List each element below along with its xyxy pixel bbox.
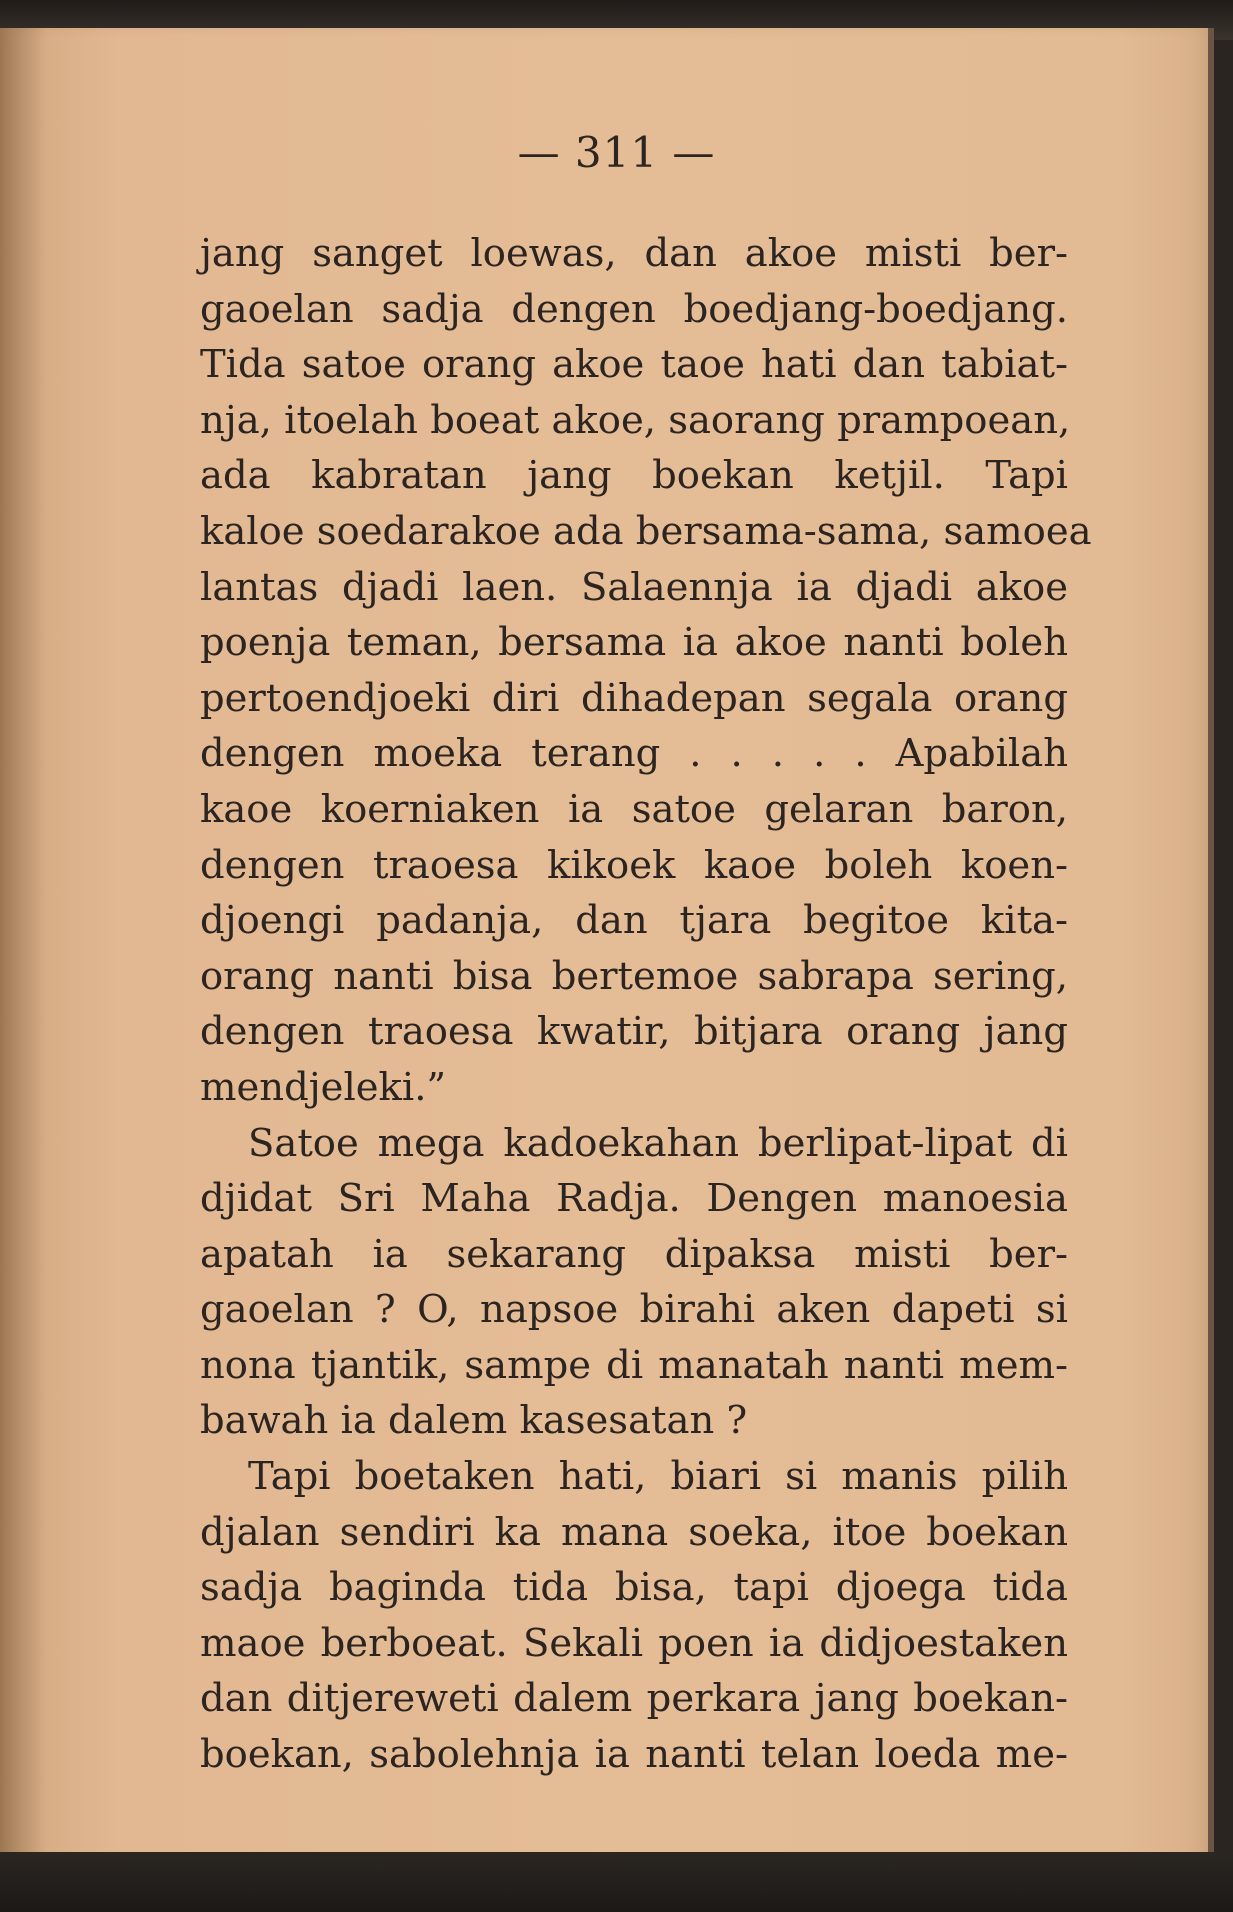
text-line: dan ditjereweti dalem perkara jang boekan-: [200, 1676, 1068, 1722]
text-line: jang sanget loewas, dan akoe misti ber-: [200, 231, 1068, 276]
text-line: Satoe mega kadoekahan berlipat-lipat di: [248, 1120, 1068, 1166]
text-line: apatah ia sekarang dipaksa misti ber-: [200, 1231, 1068, 1277]
text-line: djalan sendiri ka mana soeka, itoe boekan: [200, 1509, 1068, 1555]
scan-background-bottom: [0, 1852, 1233, 1912]
paragraph-3: [200, 1449, 1068, 1783]
text-line: kaloe soedarakoe ada bersama-sama, samoea: [200, 508, 1092, 554]
text-line: maoe berboeat. Sekali poen ia didjoestaken: [200, 1620, 1068, 1666]
text-line: mendjeleki.”: [200, 1064, 447, 1110]
page-binding-shadow: [0, 28, 48, 1876]
text-line: djidat Sri Maha Radja. Dengen manoesia: [200, 1176, 1068, 1222]
text-line: nja, itoelah boeat akoe, saorang prampoean,: [200, 397, 1071, 443]
text-line: gaoelan sadja dengen boedjang-boedjang.: [200, 286, 1068, 332]
paragraph-1: [200, 226, 1092, 1116]
text-line: sadja baginda tida bisa, tapi djoega tida: [200, 1565, 1068, 1611]
text-line: djoengi padanja, dan tjara begitoe kita-: [200, 898, 1068, 944]
text-line: lantas djadi laen. Salaennja ia djadi akoe: [200, 564, 1068, 610]
text-line: poenja teman, bersama ia akoe nanti boleh: [200, 620, 1068, 666]
text-line: kaoe koerniaken ia satoe gelaran baron,: [200, 786, 1068, 832]
text-line: dengen traoesa kikoek kaoe boleh koen-: [200, 842, 1068, 888]
text-line: pertoendjoeki diri dihadepan segala orang: [200, 675, 1068, 721]
text-line: dengen traoesa kwatir, bitjara orang jang: [200, 1009, 1068, 1055]
text-line: Tapi boetaken hati, biari si manis pilih: [248, 1454, 1068, 1500]
paragraph-2: [200, 1116, 1068, 1450]
text-line: dengen moeka terang . . . . . Apabilah: [200, 731, 1068, 777]
page-number: — 311 —: [517, 128, 716, 177]
text-line: nona tjantik, sampe di manatah nanti mem-: [200, 1342, 1068, 1388]
text-line: Tida satoe orang akoe taoe hati dan tabiat-: [200, 342, 1068, 388]
text-line: boekan, sabolehnja ia nanti telan loeda me-: [200, 1732, 1068, 1778]
text-line: orang nanti bisa bertemoe sabrapa sering,: [200, 953, 1068, 999]
text-line: gaoelan ? O, napsoe birahi aken dapeti si: [200, 1287, 1068, 1333]
text-line: ada kabratan jang boekan ketjil. Tapi: [200, 453, 1068, 499]
body-text: [200, 226, 1092, 1783]
text-line: bawah ia dalem kasesatan ?: [200, 1398, 748, 1444]
